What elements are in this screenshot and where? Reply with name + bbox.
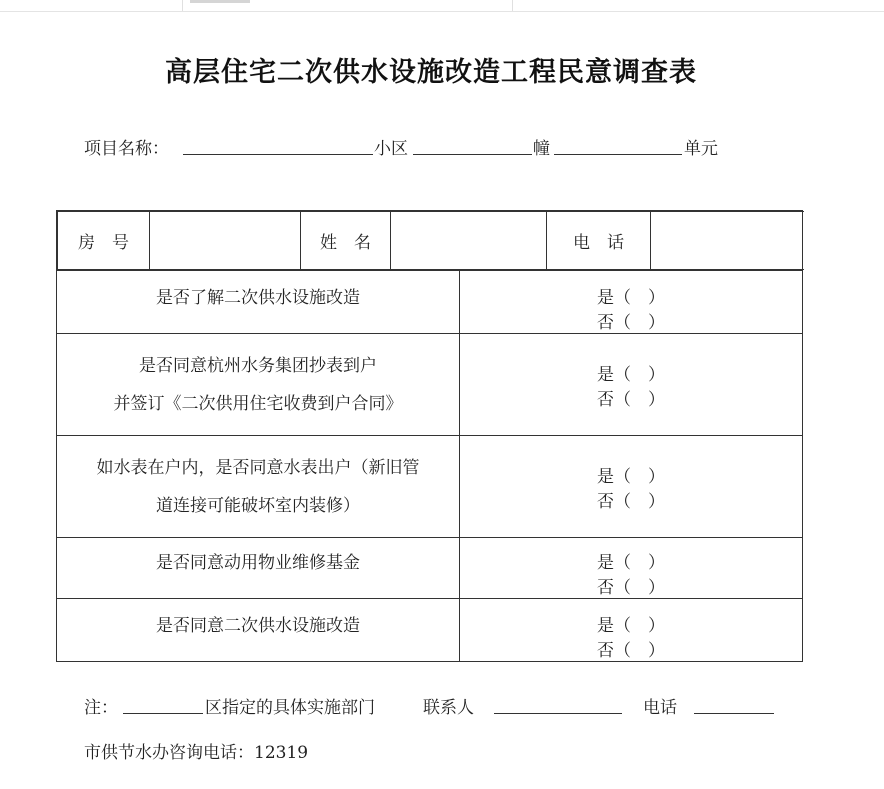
project-name-blank[interactable] — [183, 154, 373, 155]
no-option[interactable]: 否（ ） — [597, 578, 665, 598]
project-name-label: 项目名称： — [84, 139, 169, 159]
question-row — [57, 599, 803, 662]
question-text: 是否了解二次供水设施改造 — [156, 288, 360, 308]
room-number-label: 房 号 — [58, 212, 150, 270]
answer-cell — [460, 334, 803, 436]
name-field[interactable] — [391, 212, 547, 270]
question-text-line-1: 是否同意杭州水务集团抄表到户 — [139, 355, 377, 376]
question-text: 是否同意二次供水设施改造 — [156, 616, 360, 636]
note-contact-label: 联系人 — [423, 698, 474, 718]
yes-option[interactable]: 是（ ） — [597, 616, 665, 636]
answer-cell — [460, 599, 803, 662]
contact-blank[interactable] — [494, 713, 622, 714]
toolbar-divider — [512, 0, 513, 11]
question-text-line-1: 如水表在户内，是否同意水表出户（新旧管 — [96, 457, 420, 478]
header-row — [57, 211, 803, 271]
unit-suffix: 单元 — [684, 139, 718, 159]
question-cell — [57, 271, 460, 334]
document-top-toolbar — [0, 0, 884, 12]
question-row — [57, 436, 803, 538]
note-phone-blank[interactable] — [694, 713, 774, 714]
question-text-line-2: 并签订《二次供用住宅收费到户合同》 — [113, 393, 403, 414]
building-blank[interactable] — [554, 154, 682, 155]
hotline-text: 市供节水办咨询电话：12319 — [84, 743, 309, 763]
no-option[interactable]: 否（ ） — [597, 389, 665, 410]
question-cell — [57, 538, 460, 599]
note-dept-text: 区指定的具体实施部门 — [205, 698, 375, 718]
question-text-line-2: 道连接可能破坏室内装修） — [156, 495, 360, 516]
toolbar-tab-indicator[interactable] — [190, 0, 250, 3]
no-option[interactable]: 否（ ） — [597, 491, 665, 512]
answer-cell — [460, 538, 803, 599]
question-row — [57, 538, 803, 599]
question-cell — [57, 599, 460, 662]
no-option[interactable]: 否（ ） — [597, 641, 665, 661]
yes-option[interactable]: 是（ ） — [597, 553, 665, 573]
phone-label: 电 话 — [547, 212, 651, 270]
name-label: 姓 名 — [301, 212, 391, 270]
question-row — [57, 271, 803, 334]
note-phone-label: 电话 — [643, 698, 677, 718]
question-row — [57, 334, 803, 436]
answer-cell — [460, 436, 803, 538]
note-prefix: 注： — [84, 698, 118, 718]
room-number-field[interactable] — [150, 212, 301, 270]
yes-option[interactable]: 是（ ） — [597, 288, 665, 308]
district-blank[interactable] — [123, 713, 203, 714]
yes-option[interactable]: 是（ ） — [597, 364, 665, 385]
building-suffix: 幢 — [533, 139, 550, 159]
question-cell — [57, 436, 460, 538]
community-blank[interactable] — [413, 154, 532, 155]
question-cell — [57, 334, 460, 436]
phone-field[interactable] — [651, 212, 804, 270]
survey-table — [56, 210, 803, 662]
answer-cell — [460, 271, 803, 334]
yes-option[interactable]: 是（ ） — [597, 466, 665, 487]
toolbar-divider — [182, 0, 183, 11]
document-title: 高层住宅二次供水设施改造工程民意调查表 — [165, 57, 697, 88]
question-text: 是否同意动用物业维修基金 — [156, 553, 360, 573]
no-option[interactable]: 否（ ） — [597, 313, 665, 333]
community-suffix: 小区 — [374, 139, 408, 159]
